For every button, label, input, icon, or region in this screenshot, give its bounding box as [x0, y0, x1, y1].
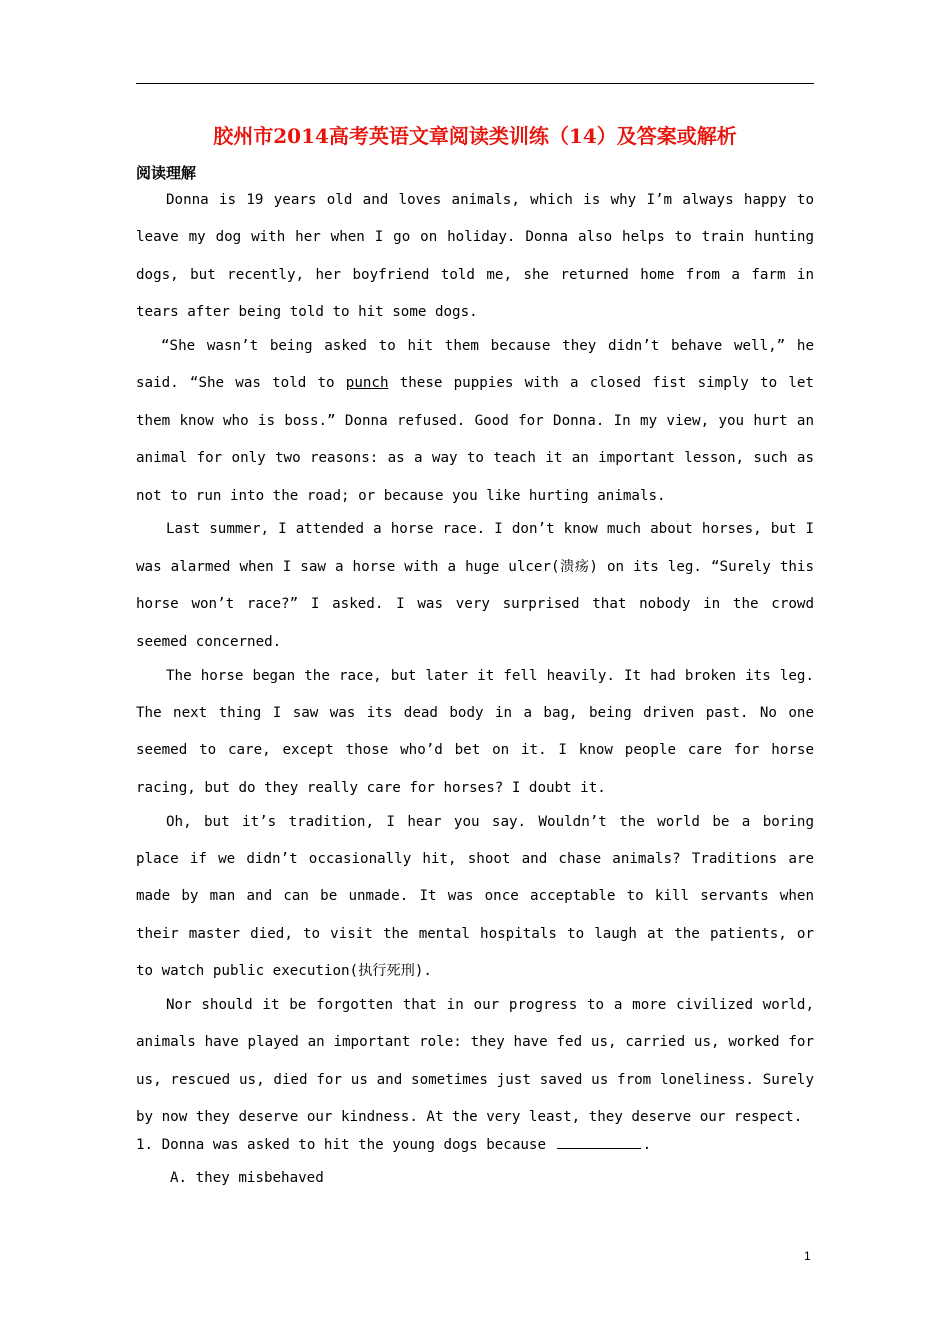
question-end: .	[642, 1137, 652, 1153]
question-stem: Donna was asked to hit the young dogs because	[161, 1137, 547, 1153]
section-heading: 阅读理解	[136, 164, 197, 182]
paragraph-5: Oh, but it’s tradition, I hear you say. Wouldn’t the world be a boring place if we didn’t occasionally hit, shoot and chase animals? Traditions are made by man and can be unmade. It was once acceptable to kill servants when their master died, to visit the mental hospitals to laugh at the patients, or to watch public execution(执行死刑).	[136, 813, 814, 980]
header-rule	[136, 83, 814, 84]
paragraph-2-part-1: “She wasn’t being asked to hit them because they didn’t behave well,” he said. “She was told to	[136, 338, 814, 392]
paragraph-4: The horse began the race, but later it fell heavily. It had broken its leg. The next thing I saw was its dead body in a bag, being driven past. No one seemed to care, except those who’d bet on it. I know people care for horse racing, but do they really care for horses? I doubt it.	[136, 667, 814, 796]
question-number: 1.	[136, 1137, 154, 1153]
reading-passage	[136, 182, 814, 1133]
answer-blank	[557, 1134, 641, 1149]
page-number: 1	[804, 1249, 811, 1263]
paragraph-2	[136, 328, 814, 515]
paragraph-6: Nor should it be forgotten that in our progress to a more civilized world, animals have played an important role: they have fed us, carried us, worked for us, rescued us, died for us and sometimes just saved us from loneliness. Surely by now they deserve our kindness. At the very least, they deserve our respect.	[136, 996, 814, 1126]
question-1	[136, 1130, 814, 1160]
paragraph-2-part-2: these puppies with a closed fist simply to let them know who is boss.” Donna refused. Good for Donna. In my view, you hurt an animal for only two reasons: as a way to teach it an important lesson, such as not to run into the road; or because you like hurting animals.	[136, 375, 814, 504]
document-title: 胶州市2014高考英语文章阅读类训练（14）及答案或解析	[213, 124, 737, 148]
underlined-word-punch: punch	[345, 375, 389, 392]
option-a: A. they misbehaved	[170, 1170, 324, 1186]
paragraph-3: Last summer, I attended a horse race. I don’t know much about horses, but I was alarmed when I saw a horse with a huge ulcer(溃疡) on its leg. “Surely this horse won’t race?” I asked. I was very surprised that nobody in the crowd seemed concerned.	[136, 521, 814, 650]
paragraph-1: Donna is 19 years old and loves animals, which is why I’m always happy to leave my dog with her when I go on holiday. Donna also helps to train hunting dogs, but recently, her boyfriend told me, she returned home from a farm in tears after being told to hit some dogs.	[136, 192, 814, 321]
